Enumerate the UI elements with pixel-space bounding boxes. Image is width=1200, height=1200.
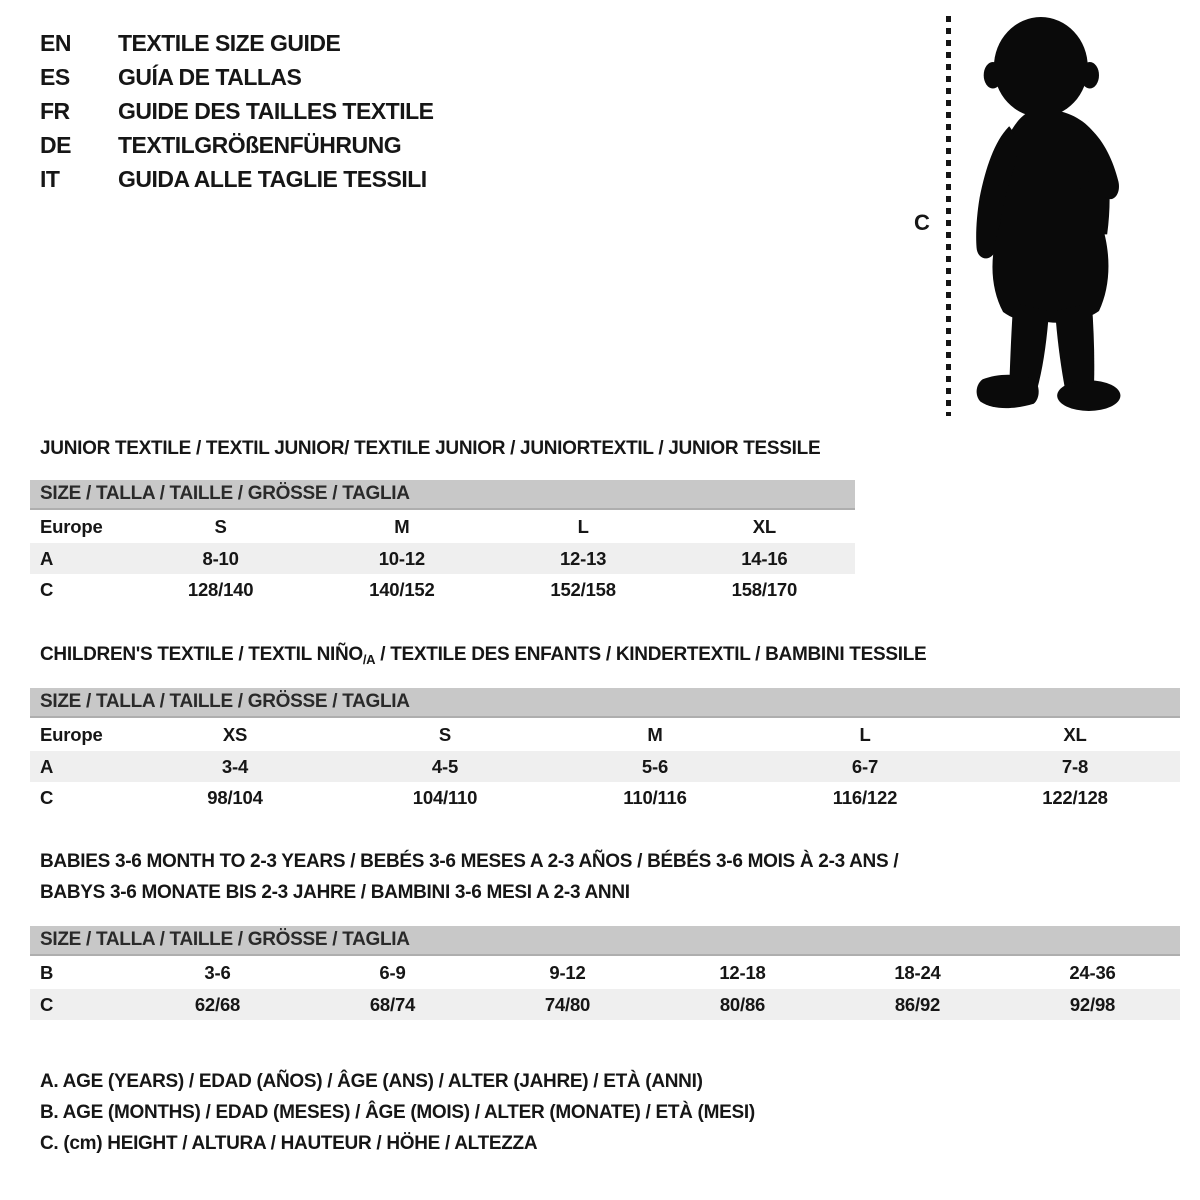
table-cell: 68/74 [369,993,416,1015]
table-cell: 116/122 [832,786,898,808]
row-label: A [40,547,54,569]
table-cell: 8-10 [202,547,239,569]
children-title-suffix: / TEXTILE DES ENFANTS / KINDERTEXTIL / BAMBINI TESSILE [375,644,927,665]
guide-title-en: TEXTILE SIZE GUIDE [118,29,341,56]
table-row-height-cm [30,782,1180,813]
toddler-silhouette-icon [962,14,1136,414]
table-cell: 128/140 [187,578,254,600]
language-row-en [40,26,434,60]
table-cell: 3-6 [204,961,231,983]
language-row-fr [40,94,434,128]
table-cell: M [647,723,663,745]
row-label: Europe [40,515,103,537]
guide-title-it: GUIDA ALLE TAGLIE TESSILI [118,165,427,192]
row-label: C [40,578,54,600]
table-cell: XS [222,723,248,745]
table-cell: XL [1063,723,1087,745]
size-header-bar [30,688,1180,718]
junior-section-title: JUNIOR TEXTILE / TEXTIL JUNIOR/ TEXTILE JUNIOR / JUNIORTEXTIL / JUNIOR TESSILE [40,438,821,459]
babies-title-line2: BABYS 3-6 MONATE BIS 2-3 JAHRE / BAMBINI 3-6 MESI A 2-3 ANNI [40,882,630,903]
table-cell: 14-16 [741,547,788,569]
table-cell: 6-7 [851,755,879,777]
size-header-bar [30,480,855,510]
legend-line-age-months: B. AGE (MONTHS) / EDAD (MESES) / ÂGE (MOIS) / ALTER (MONATE) / ETÀ (MESI) [40,1102,755,1123]
measurement-legend [40,1066,755,1159]
table-cell: 4-5 [431,755,459,777]
size-header-bar [30,926,1180,956]
table-cell: 7-8 [1061,755,1089,777]
language-row-de [40,128,434,162]
table-row-europe [30,510,855,543]
table-cell: S [214,515,227,537]
table-cell: 122/128 [1042,786,1108,808]
table-row-age-years [30,543,855,574]
table-cell: 98/104 [207,786,263,808]
height-measure-label: C [914,210,930,235]
table-cell: 104/110 [412,786,478,808]
babies-size-table [30,926,1180,1020]
size-header-label: SIZE / TALLA / TAILLE / GRÖSSE / TAGLIA [40,929,410,950]
table-cell: 86/92 [894,993,941,1015]
table-cell: 158/170 [731,578,798,600]
table-cell: 3-4 [221,755,249,777]
height-measure-dashed-line-icon [946,16,951,416]
table-cell: 140/152 [369,578,435,600]
language-code: EN [40,29,71,56]
guide-title-de: TEXTILGRÖßENFÜHRUNG [118,131,402,158]
table-row-europe [30,718,1180,751]
language-code: ES [40,63,70,90]
size-header-label: SIZE / TALLA / TAILLE / GRÖSSE / TAGLIA [40,483,410,504]
children-size-table [30,688,1180,813]
table-cell: 5-6 [641,755,669,777]
table-row-height-cm [30,574,855,605]
table-cell: 80/86 [719,993,766,1015]
table-row-age-months [30,956,1180,989]
table-cell: 10-12 [378,547,426,569]
row-label: A [40,755,54,777]
table-row-age-years [30,751,1180,782]
row-label: Europe [40,723,103,745]
table-cell: S [438,723,452,745]
junior-size-table [30,480,855,605]
children-title-subscript: /A [362,652,376,667]
table-cell: 12-18 [719,961,766,983]
table-cell: M [394,515,410,537]
babies-title-line1: BABIES 3-6 MONTH TO 2-3 YEARS / BEBÉS 3-6 MESES A 2-3 AÑOS / BÉBÉS 3-6 MOIS À 2-3 ANS / [40,851,899,872]
table-cell: 110/116 [623,786,687,808]
table-cell: 62/68 [194,993,241,1015]
babies-section-title [40,846,898,908]
table-cell: 18-24 [894,961,941,983]
row-label: C [40,993,54,1015]
language-code: DE [40,131,71,158]
guide-title-fr: GUIDE DES TAILLES TEXTILE [118,97,434,124]
table-cell: L [577,515,589,537]
table-cell: 6-9 [379,961,406,983]
table-cell: L [859,723,871,745]
language-code: FR [40,97,70,124]
guide-title-es: GUÍA DE TALLAS [118,63,302,90]
table-cell: 92/98 [1069,993,1116,1015]
legend-line-height: C. (cm) HEIGHT / ALTURA / HAUTEUR / HÖHE / ALTEZZA [40,1133,538,1154]
children-section-title [40,644,926,667]
language-title-list [40,26,434,196]
table-cell: 152/158 [550,578,616,600]
table-cell: XL [752,515,776,537]
size-header-label: SIZE / TALLA / TAILLE / GRÖSSE / TAGLIA [40,691,410,712]
table-row-height-cm [30,989,1180,1020]
table-cell: 12-13 [559,547,607,569]
language-row-it [40,162,434,196]
table-cell: 74/80 [544,993,591,1015]
row-label: C [40,786,54,808]
language-code: IT [40,165,60,192]
row-label: B [40,961,54,983]
table-cell: 24-36 [1069,961,1116,983]
legend-line-age-years: A. AGE (YEARS) / EDAD (AÑOS) / ÂGE (ANS) / ALTER (JAHRE) / ETÀ (ANNI) [40,1071,703,1092]
children-title-prefix: CHILDREN'S TEXTILE / TEXTIL NIÑO [40,644,363,665]
table-cell: 9-12 [549,961,586,983]
language-row-es [40,60,434,94]
